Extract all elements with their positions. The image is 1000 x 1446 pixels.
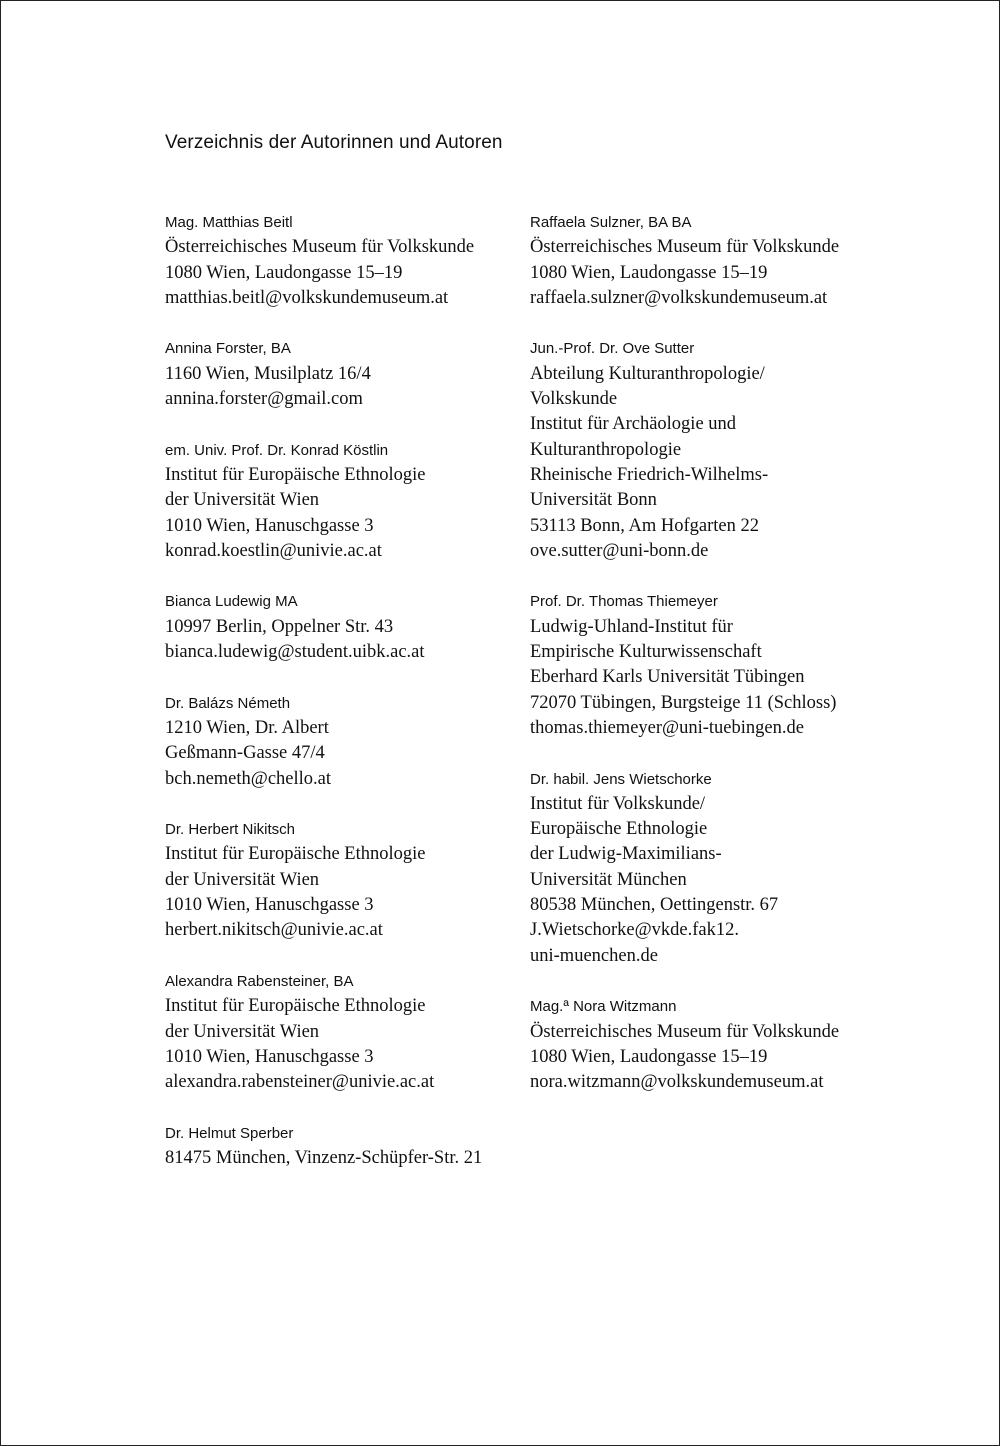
author-address-line: 1010 Wien, Hanuschgasse 3 — [165, 895, 374, 916]
author-entry — [530, 994, 890, 1095]
author-address-line: 1080 Wien, Laudongasse 15–19 — [530, 1046, 768, 1067]
author-email: raffaela.sulzner@volkskundemuseum.at — [530, 287, 828, 308]
author-address-line: 1080 Wien, Laudongasse 15–19 — [165, 262, 403, 283]
author-email: annina.forster@gmail.com — [165, 389, 363, 410]
author-address-line: Universität Bonn — [530, 490, 657, 511]
author-entry — [530, 336, 890, 564]
author-email: matthias.beitl@volkskundemuseum.at — [165, 287, 449, 308]
author-address-line: der Universität Wien — [165, 869, 320, 890]
author-address-line: Institut für Archäologie und — [530, 414, 737, 435]
page-title: Verzeichnis der Autorinnen und Autoren — [165, 132, 503, 153]
author-address-line: Europäische Ethnologie — [530, 819, 708, 840]
author-address-line: Institut für Europäische Ethnologie — [165, 844, 426, 865]
author-entry — [165, 817, 525, 943]
author-email: ove.sutter@uni-bonn.de — [530, 540, 709, 561]
author-entry — [165, 1121, 525, 1172]
author-email: konrad.koestlin@univie.ac.at — [165, 540, 382, 561]
author-address-line: Institut für Volkskunde/ — [530, 793, 706, 814]
author-name: Dr. Balázs Németh — [165, 694, 291, 712]
author-address-line: 1210 Wien, Dr. Albert — [165, 717, 329, 738]
author-email: alexandra.rabensteiner@univie.ac.at — [165, 1072, 435, 1093]
author-address-line: 10997 Berlin, Oppelner Str. 43 — [165, 616, 394, 637]
author-address-line: Geßmann-Gasse 47/4 — [165, 743, 325, 764]
author-address-line: Volkskunde — [530, 389, 618, 410]
author-address-line: Universität München — [530, 869, 687, 890]
author-email: bch.nemeth@chello.at — [165, 768, 332, 789]
author-address-line: der Ludwig-Maximilians- — [530, 844, 722, 865]
author-entry — [530, 589, 890, 741]
authors-column-right — [530, 210, 890, 1121]
author-name: Bianca Ludewig MA — [165, 593, 298, 611]
author-email: bianca.ludewig@student.uibk.ac.at — [165, 642, 425, 663]
author-address-line: Institut für Europäische Ethnologie — [165, 464, 426, 485]
author-email: thomas.thiemeyer@uni-tuebingen.de — [530, 717, 804, 738]
author-name: Mag. Matthias Beitl — [165, 214, 293, 231]
author-name: Dr. Herbert Nikitsch — [165, 821, 296, 839]
author-address-line: 81475 München, Vinzenz-Schüpfer-Str. 21 — [165, 1147, 483, 1168]
author-address-line: Institut für Europäische Ethnologie — [165, 996, 426, 1017]
author-address-line: uni-muenchen.de — [530, 945, 658, 966]
author-address-line: Kulturanthropologie — [530, 439, 682, 460]
author-entry — [530, 210, 890, 311]
author-entry — [165, 691, 525, 792]
author-name: Prof. Dr. Thomas Thiemeyer — [530, 593, 718, 611]
author-address-line: 80538 München, Oettingenstr. 67 — [530, 895, 779, 916]
author-address-line: Österreichisches Museum für Volkskunde — [530, 1021, 840, 1042]
author-address-line: 1010 Wien, Hanuschgasse 3 — [165, 1046, 374, 1067]
author-address-line: 1010 Wien, Hanuschgasse 3 — [165, 515, 374, 536]
authors-column-left — [165, 210, 525, 1197]
author-address-line: Ludwig-Uhland-Institut für — [530, 616, 733, 637]
author-entry — [165, 589, 525, 665]
author-entry — [165, 210, 525, 311]
author-entry — [165, 969, 525, 1095]
author-name: Alexandra Rabensteiner, BA — [165, 972, 354, 990]
author-address-line: Abteilung Kulturanthropologie/ — [530, 363, 765, 384]
author-email: J.Wietschorke@vkde.fak12. — [530, 920, 739, 941]
author-name: Raffaela Sulzner, BA BA — [530, 214, 692, 231]
author-address-line: Österreichisches Museum für Volkskunde — [165, 237, 475, 258]
author-entry — [165, 336, 525, 412]
author-address-line: 1160 Wien, Musilplatz 16/4 — [165, 363, 371, 384]
author-address-line: Rheinische Friedrich-Wilhelms- — [530, 464, 769, 485]
author-address-line: Österreichisches Museum für Volkskunde — [530, 237, 840, 258]
author-name: Jun.-Prof. Dr. Ove Sutter — [530, 340, 695, 358]
author-address-line: 53113 Bonn, Am Hofgarten 22 — [530, 515, 760, 536]
author-entry — [530, 767, 890, 969]
author-address-line: der Universität Wien — [165, 490, 320, 511]
author-address-line: 1080 Wien, Laudongasse 15–19 — [530, 262, 768, 283]
author-address-line: 72070 Tübingen, Burgsteige 11 (Schloss) — [530, 692, 837, 713]
author-name: em. Univ. Prof. Dr. Konrad Köstlin — [165, 441, 389, 459]
author-email: nora.witzmann@volkskundemuseum.at — [530, 1072, 824, 1093]
author-name: Dr. habil. Jens Wietschorke — [530, 770, 712, 788]
author-entry — [165, 438, 525, 564]
author-address-line: Eberhard Karls Universität Tübingen — [530, 667, 805, 688]
author-name: Dr. Helmut Sperber — [165, 1124, 294, 1142]
author-name: Mag.ª Nora Witzmann — [530, 998, 677, 1016]
author-email: herbert.nikitsch@univie.ac.at — [165, 920, 383, 941]
author-address-line: der Universität Wien — [165, 1021, 320, 1042]
author-name: Annina Forster, BA — [165, 340, 291, 358]
author-address-line: Empirische Kulturwissenschaft — [530, 642, 762, 663]
